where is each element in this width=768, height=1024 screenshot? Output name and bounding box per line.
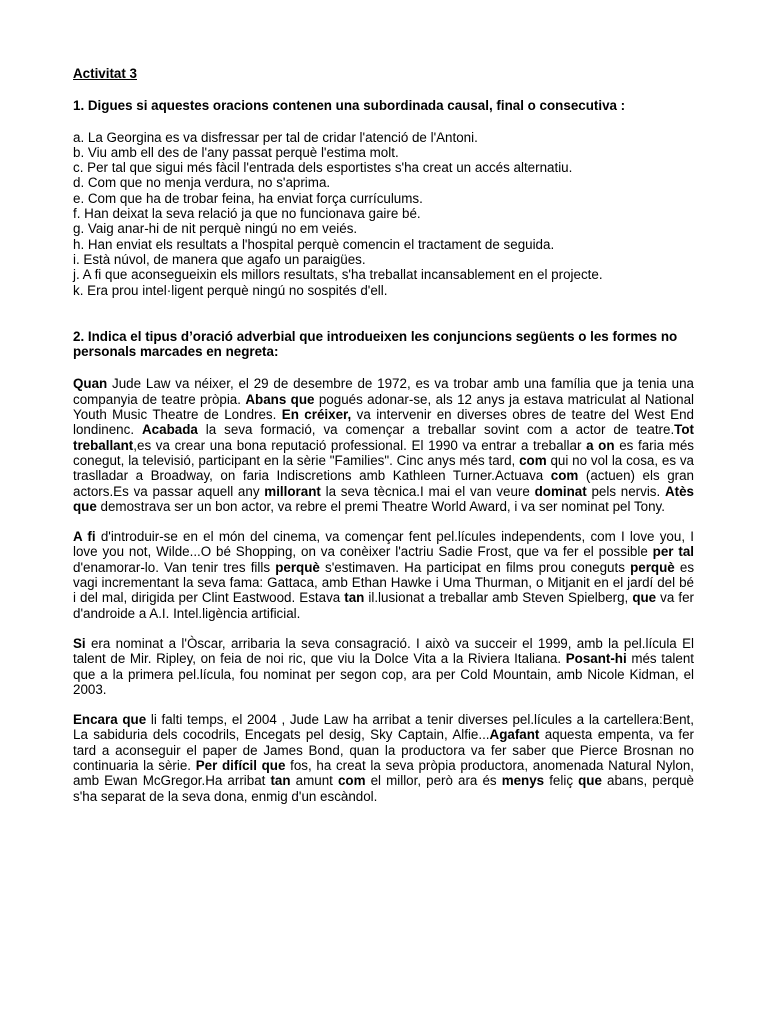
text-run: Jude Law va néixer, el 29 de desembre de 1972, es va trobar amb una família que ja tenia una companyia de teatre pròpia. [73,376,694,407]
bold-term: perquè [275,559,320,575]
text-run: (actuen) els gran actors.Es va passar aquell any [73,468,694,499]
text-run: qui no vol la cosa, es va traslladar a Broadway, on faria Indiscretions amb Kathleen Turner.Actuava [73,452,694,484]
bold-term: com [519,452,547,468]
text-run: demostrava ser un bon actor, va rebre el premi Theatre World Award, i va ser nominat pel Tony. [96,498,665,514]
text-run: d'enamorar-lo. Van tenir tres fills [73,559,276,575]
bold-term: Atès que [73,483,695,514]
text-run: es vagi incrementant la seva fama: Gattaca, amb Ethan Hawke i Uma Thurman, o Mitjanit en el jardí del bé i del mal, dirigida per Clint Eastwood. Estava [73,559,695,606]
question-2-heading: 2. Indica el tipus d’oració adverbial que introdueixen les conjuncions següents o les formes no personals marcades en negreta: [73,328,678,360]
paragraph [73,636,694,697]
paragraph [73,376,694,514]
bold-term: com [337,773,366,789]
bold-term: Agafant [489,727,540,743]
list-item: h. Han enviat els resultats a l'hospital perquè comencin el tractament de seguida. [73,236,555,252]
text-run: il.lusionat a treballar amb Steven Spielberg, [364,590,633,606]
list-item: i. Està núvol, de manera que agafo un paraigües. [73,251,366,267]
bold-term: menys [501,773,545,789]
bold-term: com [550,468,579,484]
text-run: es faria més conegut, la televisió, participant en la sèrie "Families". Cinc anys més tard, [73,437,694,468]
paragraph [73,529,694,621]
text-run: fos, ha creat la seva pròpia productora, anomenada Natural Nylon, amb Ewan McGregor.Ha arribat [73,757,694,789]
list-item: g. Vaig anar-hi de nit perquè ningú no em veiés. [73,221,358,237]
bold-term: Posant-hi [565,651,627,667]
list-item: k. Era prou intel·ligent perquè ningú no sospités d'ell. [73,282,388,298]
text-run: pogués adonar-se, als 12 anys ja estava matriculat al National Youth Music Theatre de Londres. [73,391,695,423]
text-run: feliç [544,773,579,789]
bold-term: Per difícil que [195,757,286,773]
text-run: va intervenir en diverses obres de teatre del West End londinenc. [73,407,695,438]
bold-term: Encara que [73,712,147,728]
document-title: Activitat 3 [73,66,137,81]
bold-term: millorant [264,483,321,499]
list-item: j. A fi que aconsegueixin els millors resultats, s'ha treballat incansablement en el projecte. [73,267,603,283]
list-item: d. Com que no menja verdura, no s'aprima. [73,175,331,191]
bold-term: que [632,590,657,606]
text-run: va fer d'androide a A.I. Intel.ligència artificial. [73,590,694,621]
text-run: ,es va crear una bona reputació professional. El 1990 va entrar a treballar [133,437,587,453]
list-item: f. Han deixat la seva relació ja que no funcionava gaire bé. [73,206,421,222]
text-run: d'introduir-se en el món del cinema, va començar fent pel.lícules independents, com I love you, I love you not, Wilde...O bé Shopping, on va conèixer l'actriu Sadie Frost, que va fer el possible [73,529,694,560]
bold-term: per tal [652,544,695,560]
document-page [73,66,694,804]
list-item: a. La Georgina es va disfressar per tal de cridar l'atenció de l'Antoni. [73,129,478,145]
bold-term: Acabada [142,422,198,438]
text-run: amunt [290,773,338,789]
bold-term: Quan [73,376,108,392]
list-item: e. Com que ha de trobar feina, ha enviat força currículums. [73,190,423,206]
text-run: el millor, però ara és [365,773,502,789]
bold-term: que [578,773,602,789]
text-run: la seva formació, va començar a treballar sovint com a actor de teatre. [197,422,675,438]
text-run: abans, perquè s'ha separat de la seva dona, enmig d'un escàndol. [73,773,694,804]
bold-term: En créixer, [281,407,352,423]
bold-term: A fi [73,529,96,545]
list-item: c. Per tal que sigui més fàcil l'entrada dels esportistes s'ha creat un accés alternatiu. [73,160,573,176]
text-run: pels nervis. [586,483,665,499]
sentence-list [73,130,694,298]
bold-term: a on [586,437,615,453]
text-run: li falti temps, el 2004 , Jude Law ha arribat a tenir diverses pel.lícules a la cartellera:Bent, La sabiduria dels cocodrils, Encegats pel desig, Sky Captain, Alfie... [73,712,694,743]
list-item: b. Viu amb ell des de l'any passat perquè l'estima molt. [73,144,399,160]
text-run: la seva tècnica.I mai el van veure [320,483,535,499]
bold-term: perquè [630,559,675,575]
question-1-heading: 1. Digues si aquestes oracions contenen una subordinada causal, final o consecutiva : [73,98,626,114]
bold-term: tan [270,773,291,789]
text-run: s'estimaven. Ha participat en films prou coneguts [319,559,631,575]
bold-term: dominat [534,483,587,499]
text-run: era nominat a l'Òscar, arribaria la seva consagració. I això va succeir el 1999, amb la pel.lícula El talent de Mir. Ripley, on feia de noi ric, que viu la Dolce Vita a la Riviera Italiana. [73,635,694,667]
bold-term: Tot treballant [73,422,694,453]
paragraph [73,712,694,804]
text-run: més talent que a la primera pel.lícula, fou nominat per segon cop, ara per Cold Mountain, amb Nicole Kidman, el 2003. [73,651,695,697]
text-run: aquesta empenta, va fer tard a aconseguir el paper de James Bond, quan la productora va fer saber que Pierce Brosnan no continuaria la sèrie. [73,727,694,773]
bold-term: Abans que [245,391,315,407]
bold-term: Si [73,635,86,651]
bold-term: tan [344,590,365,606]
